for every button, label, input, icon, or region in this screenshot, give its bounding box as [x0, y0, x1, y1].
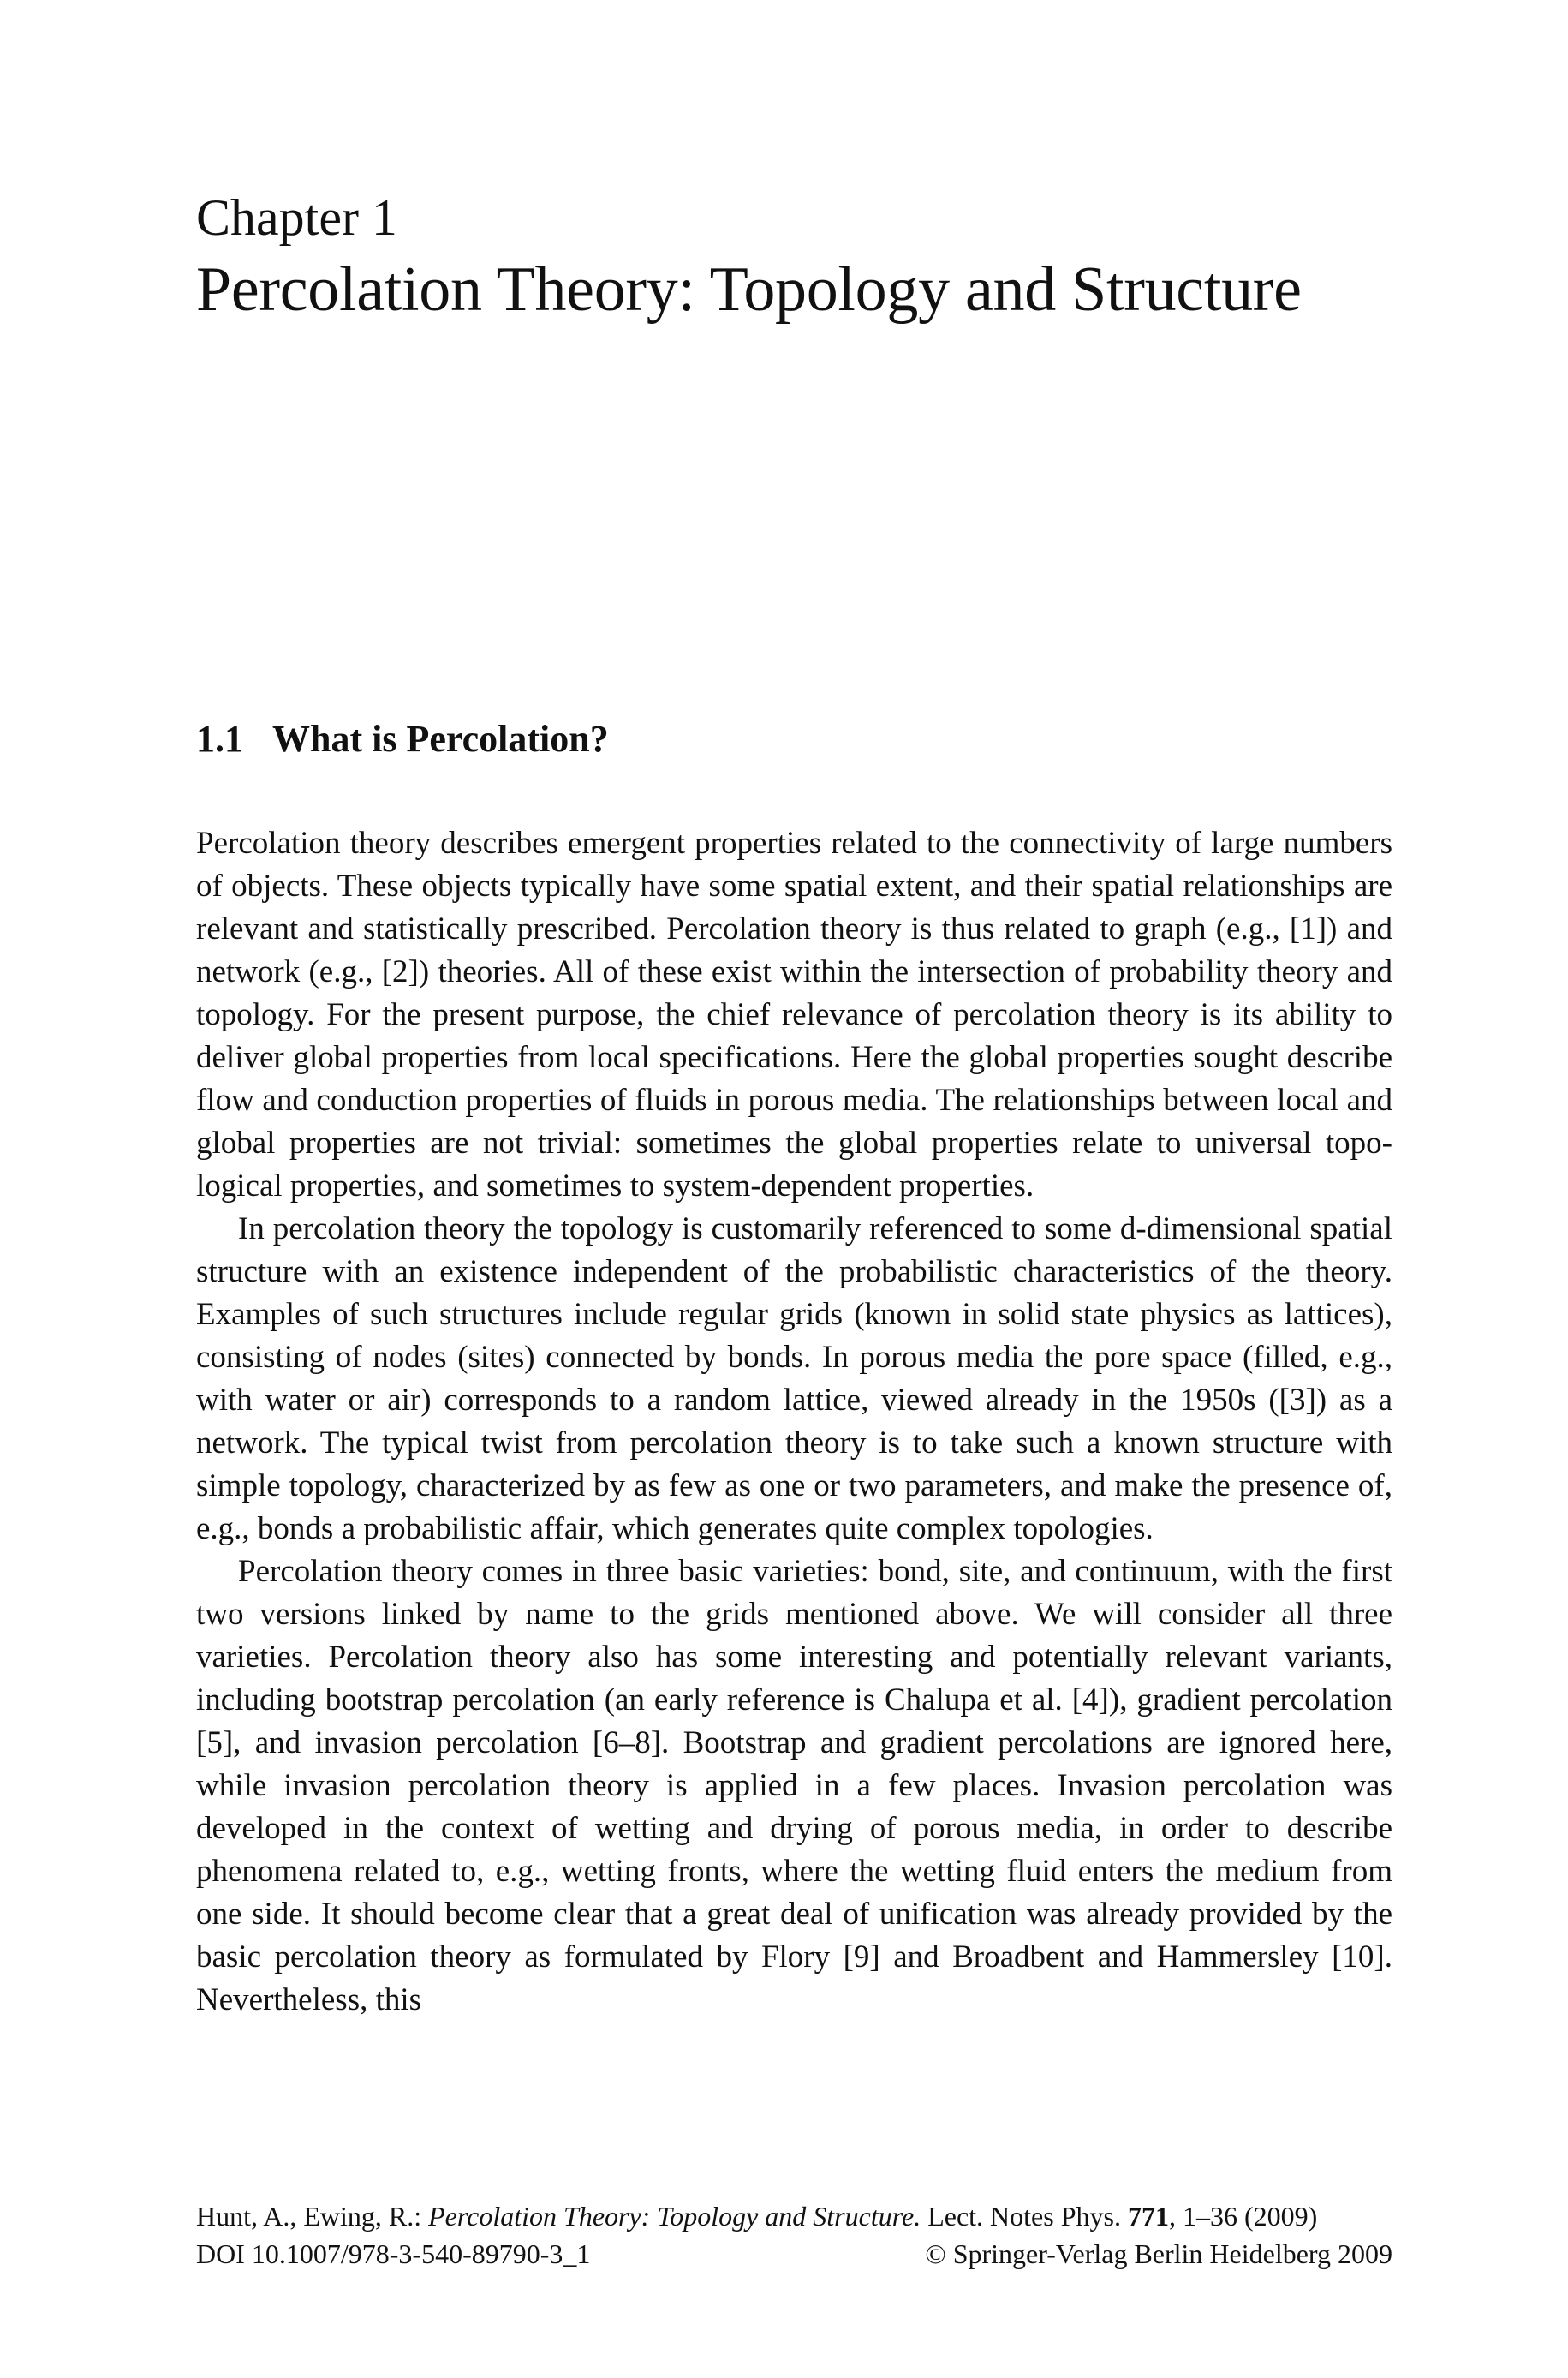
citation-volume: 771: [1127, 2201, 1169, 2232]
citation-book-title: Percolation Theory: Topology and Structure.: [428, 2201, 921, 2232]
section-number: 1.1: [196, 718, 243, 760]
chapter-title: Percolation Theory: Topology and Structure: [196, 254, 1302, 325]
paragraph-1: Percolation theory describes emergent properties related to the connectivity of large numbers of objects. These objects typically have some spatial extent, and their spatial relationships are relevant and statistically prescribed. Percolation theory is thus related to graph (e.g., [1]) and network (e.g., [2]) theories. All of these exist within the intersection of probability theory and topology. For the present purpose, the chief relevance of percolation theory is its ability to deliver global properties from local specifications. Here the global properties sought describe flow and conduction properties of fluids in porous media. The relationships between local and global properties are not trivial: sometimes the global properties relate to universal topological properties, and sometimes to system-dependent properties.: [196, 826, 1392, 1204]
doi: DOI 10.1007/978-3-540-89790-3_1: [196, 2238, 591, 2269]
paragraph-3: Percolation theory comes in three basic varieties: bond, site, and continuum, with the first two versions linked by name to the grids mentioned above. We will consider all three varieties. Percolation theory also has some interesting and potentially relevant variants, including bootstrap percolation (an early reference is Chalupa et al. [4]), gradient percolation [5], and invasion percolation [6–8]. Bootstrap and gradient percolations are ignored here, while invasion percolation theory is applied in a few places. Invasion percolation was developed in the context of wetting and drying of porous media, in order to describe phenomena related to, e.g., wetting fronts, where the wetting fluid enters the medium from one side. It should become clear that a great deal of unification was already provided by the basic percolation theory as formulated by Flory [9] and Broadbent and Hammersley [10]. Nevertheless, this: [196, 1554, 1392, 2017]
section-heading: [196, 715, 609, 763]
copyright: © Springer-Verlag Berlin Heidelberg 2009: [925, 2238, 1392, 2269]
citation-series: Lect. Notes Phys.: [921, 2201, 1128, 2232]
doi-row: [196, 2235, 1392, 2273]
body-text: [196, 822, 1392, 2022]
paragraph-2: In percolation theory the topology is customarily referenced to some d-dimensional spatial structure with an existence independent of the probabilistic characteristics of the theory. Examples of such structures include regular grids (known in solid state physics as lattices), consisting of nodes (sites) connected by bonds. In porous media the pore space (filled, e.g., with water or air) corresponds to a random lattice, viewed already in the 1950s ([3]) as a network. The typical twist from percolation theory is to take such a known structure with simple topology, characterized by as few as one or two parameters, and make the presence of, e.g., bonds a probabilistic affair, which generates quite complex topologies.: [196, 1211, 1392, 1546]
citation: [196, 2197, 1392, 2235]
footer-citation-block: [196, 2197, 1392, 2273]
section-title: What is Percolation?: [272, 718, 609, 760]
citation-authors: Hunt, A., Ewing, R.:: [196, 2201, 429, 2232]
chapter-label: Chapter 1: [196, 189, 397, 246]
citation-pages: , 1–36 (2009): [1168, 2201, 1318, 2232]
